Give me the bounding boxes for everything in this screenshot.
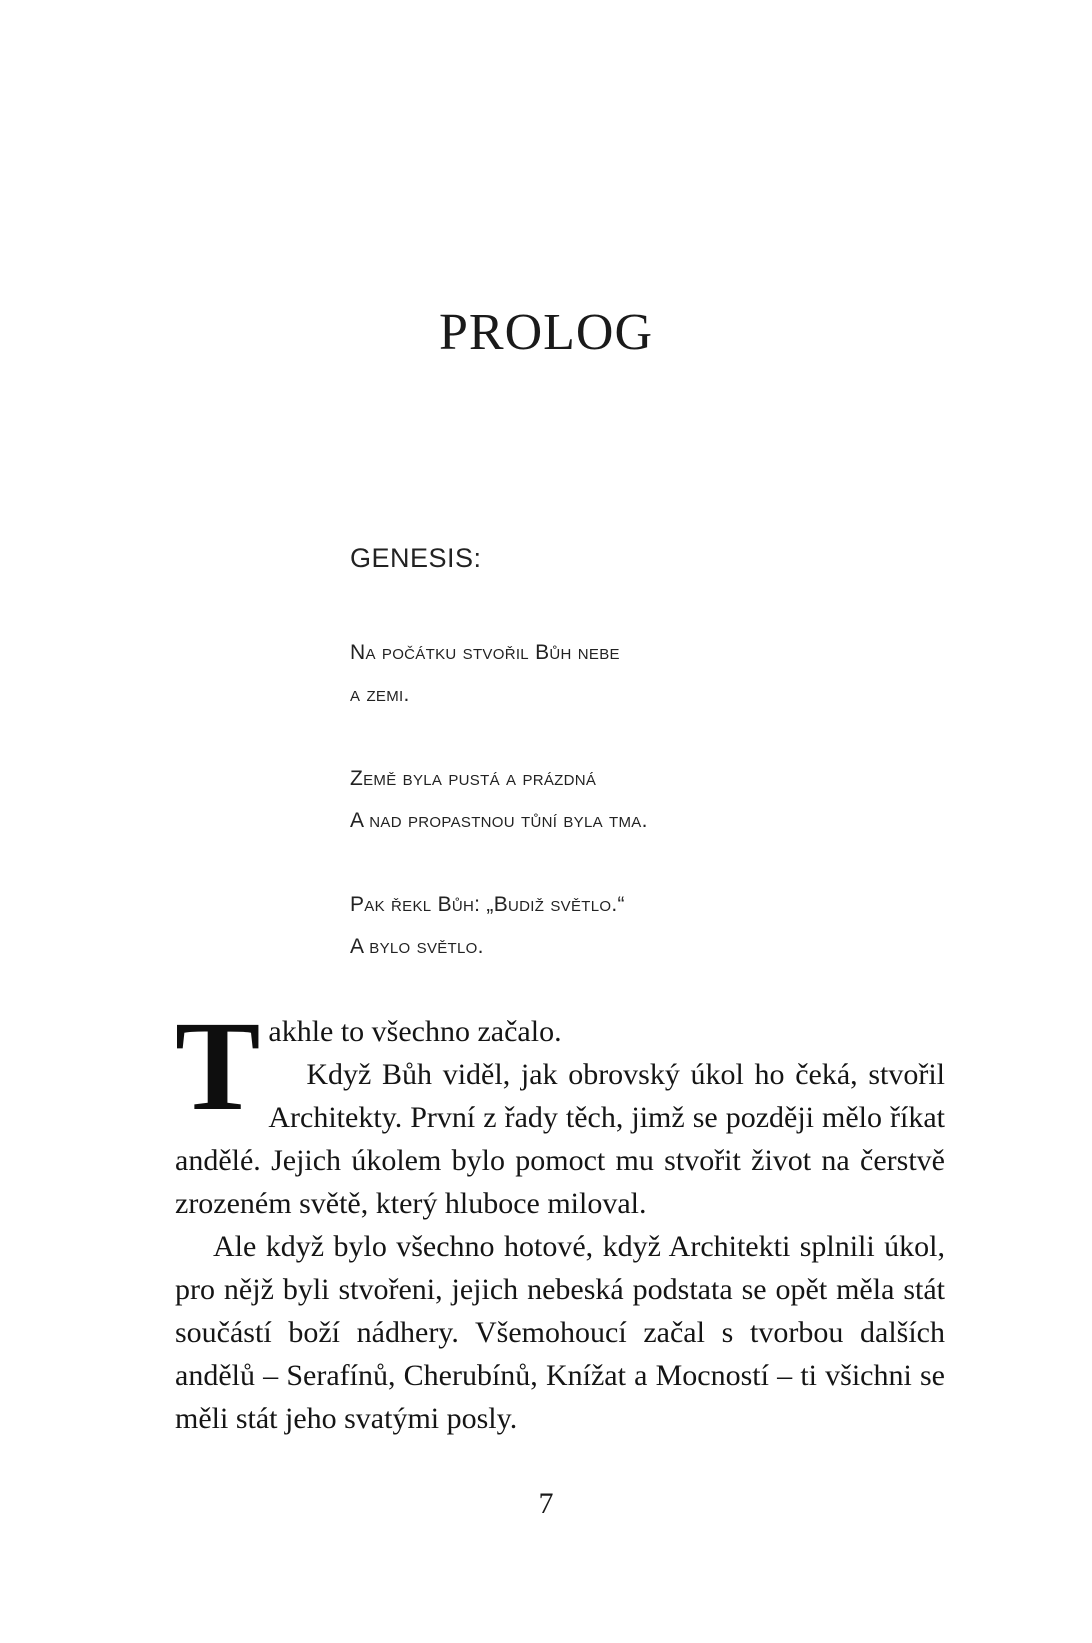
epigraph-source: GENESIS: <box>350 543 482 573</box>
drop-cap: T <box>175 995 261 1137</box>
epigraph-stanza <box>350 632 620 716</box>
epigraph-line: Na počátku stvořil Bůh nebe <box>350 641 620 664</box>
epigraph-line: Země byla pustá a prázdná <box>350 767 597 790</box>
paragraph: Ale když bylo všechno hotové, když Architekti splnili úkol, pro nějž byli stvořeni, jejich nebeská podstata se opět měla stát součástí boží nádhery. Všemohoucí začal s tvorbou dalších andělů – Serafínů, Cherubínů, Knížat a Mocností – ti všichni se měli stát jeho svatými posly. <box>175 1230 945 1435</box>
epigraph-line: a zemi. <box>350 683 410 706</box>
epigraph-stanza <box>350 884 625 968</box>
epigraph-line: A bylo světlo. <box>350 935 484 958</box>
paragraph-text: akhle to všechno začalo. <box>268 1015 562 1048</box>
epigraph-stanza <box>350 758 648 842</box>
epigraph-line: A nad propastnou tůní byla tma. <box>350 809 648 832</box>
body-text <box>175 995 945 1440</box>
page-number: 7 <box>538 1487 554 1520</box>
epigraph <box>350 540 910 958</box>
epigraph-line: Pak řekl Bůh: „Budiž světlo.“ <box>350 893 625 916</box>
chapter-title: PROLOG <box>438 304 654 361</box>
paragraph: Když Bůh viděl, jak obrovský úkol ho čeká, stvořil Architekty. První z řady těch, jimž se později mělo říkat andělé. Jejich úkolem bylo pomoct mu stvořit život na čerstvě zrozeném světě, který hluboce miloval. <box>175 1058 945 1220</box>
paragraph <box>175 995 945 1137</box>
